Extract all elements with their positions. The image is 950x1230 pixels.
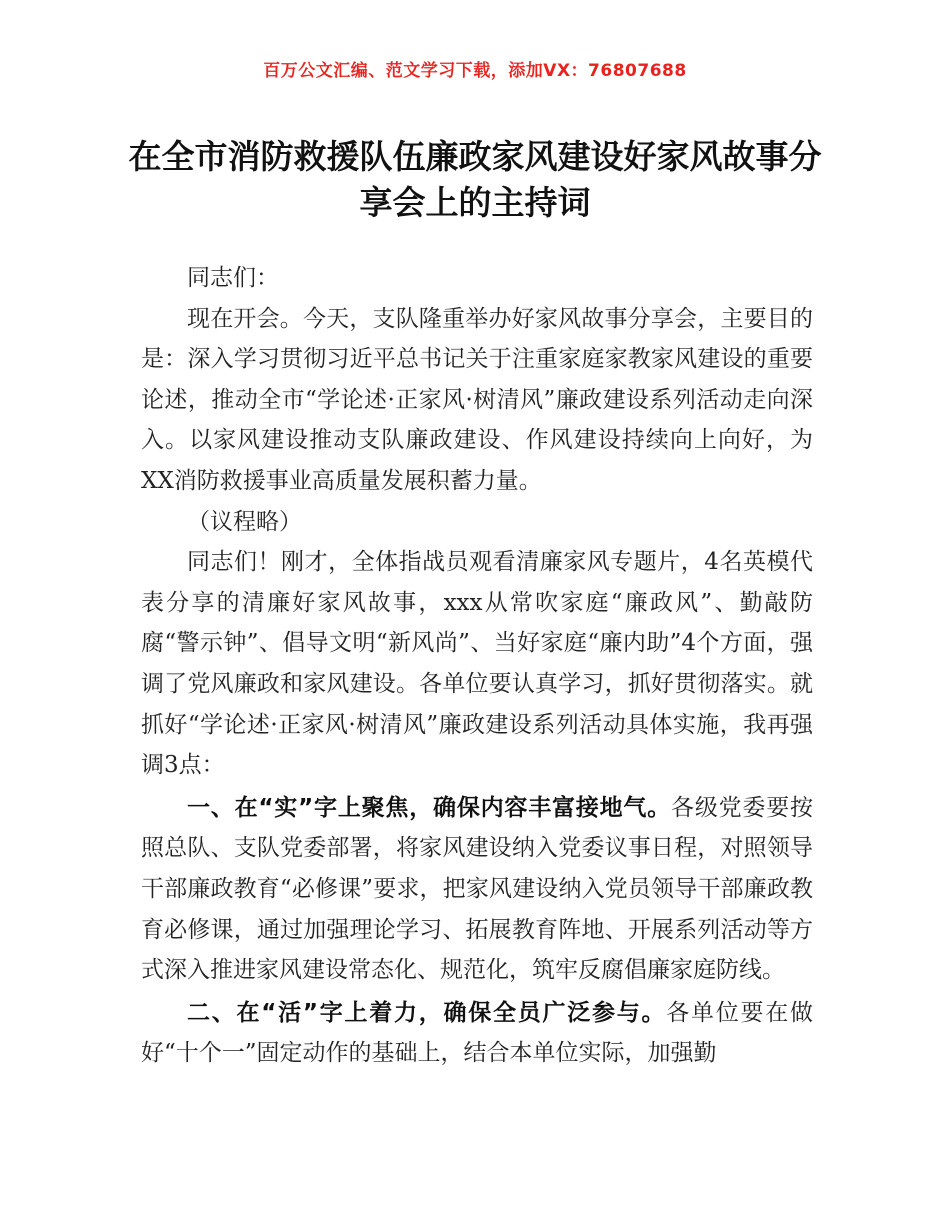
opening-paragraph: 现在开会。今天，支队隆重举办好家风故事分享会，主要目的是：深入学习贯彻习近平总书记关于注重家庭家教家风建设的重要论述，推动全市“学论述·正家风·树清风”廉政建设系列活动走向深入。以家风建设推动支队廉政建设、作风建设持续向上向好，为XX消防救援事业高质量发展积蓄力量。: [141, 305, 813, 494]
point-text-2: 各单位要在做好“十个一”固定动作的基础上，结合本单位实际，加强勤: [141, 999, 814, 1067]
point-paragraph-1: [141, 788, 813, 991]
point-text-1: 各级党委要按照总队、支队党委部署，将家风建设纳入党委议事日程，对照领导干部廉政教育“必修课”要求，把家风建设纳入党员领导干部廉政教育必修课，通过加强理论学习、拓展教育阵地、开展系列活动等方式深入推进家风建设常态化、规范化，筑牢反腐倡廉家庭防线。: [141, 794, 814, 984]
point-heading-1: 一、在“实”字上聚焦，确保内容丰富接地气。: [187, 794, 672, 821]
summary-paragraph: 同志们！刚才，全体指战员观看清廉家风专题片，4名英模代表分享的清廉好家风故事，xxx从常吹家庭“廉政风”、勤敲防腐“警示钟”、倡导文明“新风尚”、当好家庭“廉内助”4个方面，强调了党风廉政和家风建设。各单位要认真学习，抓好贯彻落实。就抓好“学论述·正家风·树清风”廉政建设系列活动具体实施，我再强调3点：: [141, 549, 813, 779]
document-body: [141, 258, 813, 1074]
greeting-paragraph: 同志们：: [187, 265, 279, 291]
point-paragraph-2: [141, 993, 813, 1074]
page-title: 在全市消防救援队伍廉政家风建设好家风故事分享会上的主持词: [128, 137, 822, 223]
agenda-note: （议程略）: [187, 508, 302, 535]
point-heading-2: 二、在“活”字上着力，确保全员广泛参与。: [187, 999, 667, 1026]
watermark-banner: 百万公文汇编、范文学习下载，添加VX：76807688: [263, 61, 687, 81]
